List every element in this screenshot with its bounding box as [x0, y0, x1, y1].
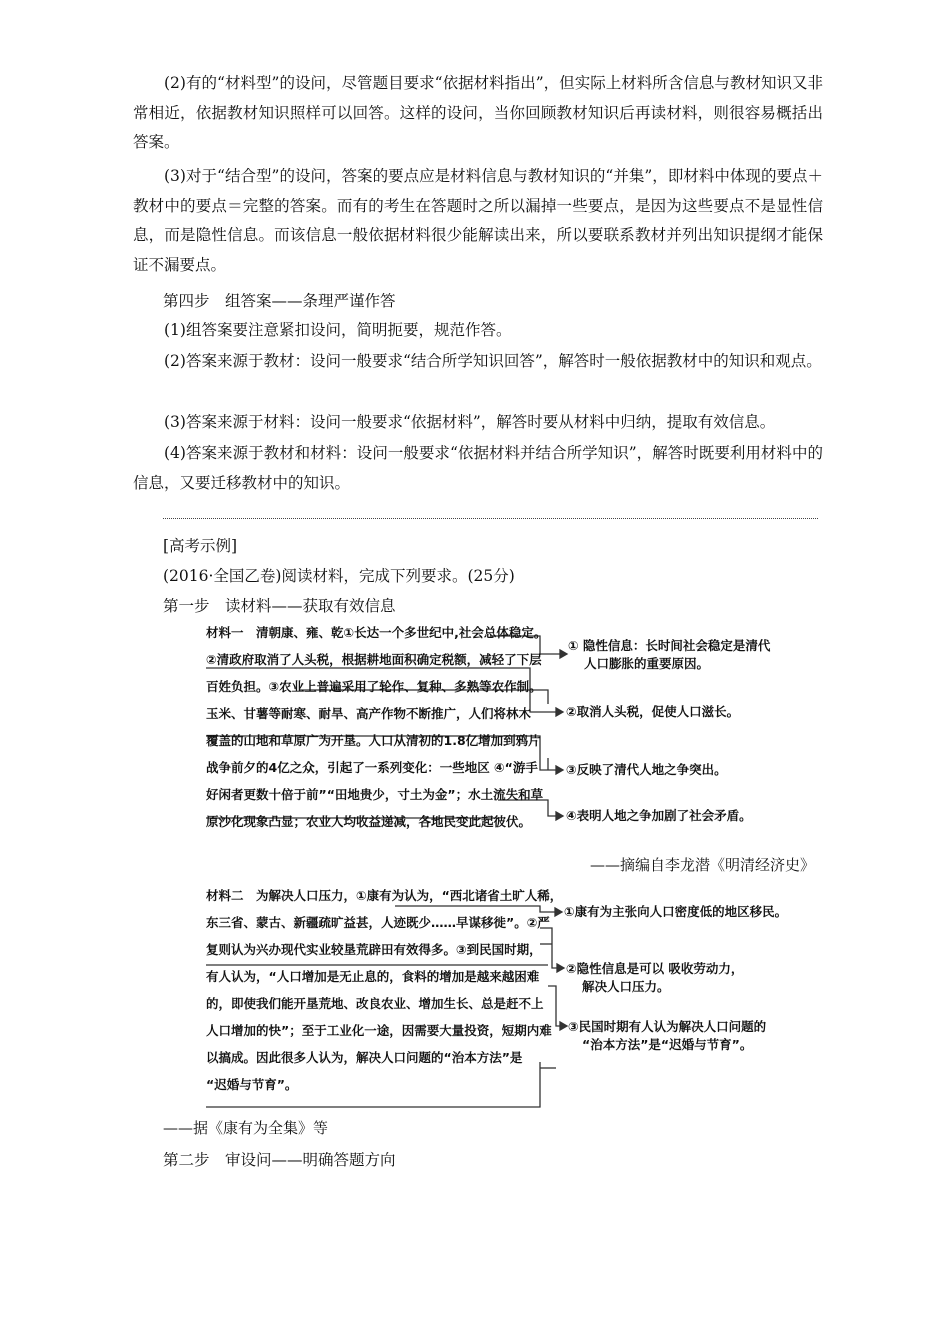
material-two-figure	[206, 885, 563, 1110]
material-two-line: “迟婚与节育”。	[206, 1077, 298, 1092]
material-one-line: 材料一 清朝康、雍、乾①长达一个多世纪中,社会总体稳定。	[206, 625, 547, 640]
material-two-line: 有人认为，“人口增加是无止息的，食料的增加是越来越困难	[206, 969, 540, 984]
paragraph-2: (2)有的“材料型”的设问，尽管题目要求“依据材料指出”，但实际上材料所含信息与教材知识又非常相近，依据教材知识照样可以回答。这样的设问，当你回顾教材知识后再读材料，则很容易概括出答案。	[133, 74, 823, 151]
step-two-heading: 第二步 审设问——明确答题方向	[163, 1151, 396, 1169]
material-one-line: 百姓负担。③农业上普遍采用了轮作、复种、多熟等农作制。	[206, 679, 542, 694]
answer-rule-3: (3)答案来源于材料：设问一般要求“依据材料”，解答时要从材料中归纳，提取有效信息。	[164, 413, 776, 431]
answer-rule-4: (4)答案来源于教材和材料：设问一般要求“依据材料并结合所学知识”，解答时既要利用材料中的信息，又要迁移教材中的知识。	[133, 444, 823, 492]
step-one-heading: 第一步 读材料——获取有效信息	[163, 597, 396, 615]
material-one-note-1-cont: 人口膨胀的重要原因。	[584, 656, 710, 671]
material-one-line: 好闲者更数十倍于前”“田地贵少，寸土为金”；水土流失和草	[206, 787, 544, 802]
material-one-note-3: ③反映了清代人地之争突出。	[566, 762, 727, 777]
material-two-line: 材料二 为解决人口压力，①康有为认为，“西北诸省土旷人稀，	[206, 888, 563, 903]
material-one-source: ——摘编自李龙潜《明清经济史》	[590, 856, 816, 874]
material-one-line: 玉米、甘薯等耐寒、耐旱、高产作物不断推广，人们将林木	[206, 706, 532, 721]
material-two-note-3: ③民国时期有人认为解决人口问题的	[568, 1019, 767, 1034]
material-one-line: 战争前夕的4亿之众，引起了一系列变化：一些地区 ④“游手	[206, 760, 538, 775]
material-two-line: 以搞成。因此很多人认为，解决人口问题的“治本方法”是	[206, 1050, 523, 1065]
material-two-note-3-cont: “治本方法”是“迟婚与节育”。	[582, 1037, 753, 1052]
step-four-heading: 第四步 组答案——条理严谨作答	[163, 292, 396, 310]
answer-rule-2: (2)答案来源于教材：设问一般要求“结合所学知识回答”，解答时一般依据教材中的知识和观点。	[164, 352, 822, 370]
material-two-note-2-cont: 解决人口压力。	[582, 979, 670, 994]
material-two-source: ——据《康有为全集》等	[163, 1119, 329, 1137]
material-one-note-2: ②取消人头税，促使人口滋长。	[566, 704, 740, 719]
example-question: (2016·全国乙卷)阅读材料，完成下列要求。(25分)	[163, 567, 515, 585]
material-one-figure	[206, 622, 556, 837]
material-one-note-4: ④表明人地之争加剧了社会矛盾。	[566, 808, 752, 823]
material-one-note-1: ① 隐性信息：长时间社会稳定是清代	[568, 638, 771, 653]
material-two-line: 人口增加的快”；至于工业化一途，因需要大量投资，短期内难	[206, 1023, 552, 1038]
material-one-line: 原沙化现象凸显；农业人均收益递减，各地民变此起彼伏。	[206, 814, 532, 829]
material-two-note-2: ②隐性信息是可以 吸收劳动力，	[566, 961, 744, 976]
material-two-line: 复则认为兴办现代实业较垦荒辟田有效得多。③到民国时期，	[206, 942, 542, 957]
material-two-line: 的，即使我们能开垦荒地、改良农业、增加生长、总是赶不上	[206, 996, 544, 1011]
example-heading: [高考示例]	[163, 537, 238, 555]
paragraph-3: (3)对于“结合型”的设问，答案的要点应是材料信息与教材知识的“并集”，即材料中体现的要点＋教材中的要点＝完整的答案。而有的考生在答题时之所以漏掉一些要点，是因为这些要点不是显性信息，而是隐性信息。而该信息一般依据材料很少能解读出来，所以要联系教材并列出知识提纲才能保证不漏要点。	[133, 167, 823, 274]
material-one-line: 覆盖的山地和草原广为开垦。人口从清初的1.8亿增加到鸦片	[206, 733, 541, 748]
material-two-line: 东三省、蒙古、新疆疏旷益甚，人迹既少……早谋移徙”。②严	[206, 915, 550, 930]
answer-rule-1: (1)组答案要注意紧扣设问，简明扼要，规范作答。	[164, 321, 512, 339]
material-two-note-1: ①康有为主张向人口密度低的地区移民。	[564, 904, 788, 919]
material-one-line: ②清政府取消了人头税，根据耕地面积确定税额，减轻了下层	[206, 652, 542, 667]
